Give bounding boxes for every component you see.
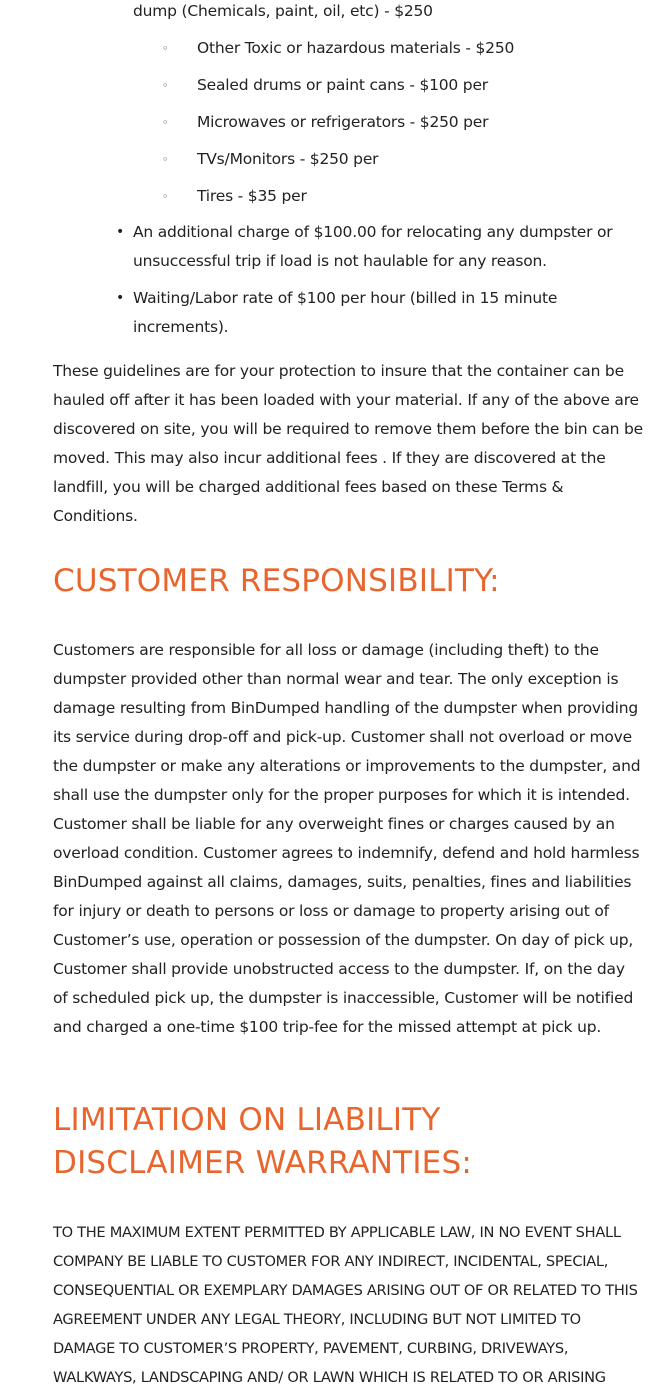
- list-item: [0, 108, 670, 145]
- list-item: [0, 34, 670, 71]
- list-item: [0, 218, 670, 276]
- hollow-bullet-icon: ◦: [162, 153, 169, 166]
- intro-item-continuation: dump (Chemicals, paint, oil, etc) - $250: [133, 2, 433, 20]
- fee-item-text: Waiting/Labor rate of $100 per hour (billed in 15 minute increments).: [133, 289, 558, 336]
- sub-item-text: Tires - $35 per: [197, 187, 307, 205]
- limitation-heading: LIMITATION ON LIABILITY DISCLAIMER WARRANTIES:: [53, 1102, 472, 1181]
- limitation-paragraph: TO THE MAXIMUM EXTENT PERMITTED BY APPLICABLE LAW, IN NO EVENT SHALL COMPANY BE LIABLE TO CUSTOMER FOR ANY INDIRECT, INCIDENTAL, SPECIAL, CONSEQUENTIAL OR EXEMPLARY DAMAGES ARISING OUT OF OR RELATED TO THIS AGREEMENT UNDER ANY LEGAL THEORY, INCLUDING BUT NOT LIMITED TO DAMAGE TO CUSTOMER’S PROPERTY, PAVEMENT, CURBING, DRIVEWAYS, WALKWAYS, LANDSCAPING AND/ OR LAWN WHICH IS RELATED TO OR ARISING: [53, 1224, 638, 1386]
- fee-item-text: An additional charge of $100.00 for relocating any dumpster or unsuccessful trip if load is not haulable for any reason.: [133, 223, 613, 270]
- hollow-bullet-icon: ◦: [162, 42, 169, 55]
- sub-item-text: TVs/Monitors - $250 per: [197, 150, 379, 168]
- list-item: [0, 145, 670, 182]
- hollow-bullet-icon: ◦: [162, 116, 169, 129]
- hollow-bullet-icon: ◦: [162, 190, 169, 203]
- guidelines-paragraph: These guidelines are for your protection to insure that the container can be hauled off after it has been loaded with your material. If any of the above are discovered on site, you will be required to remove them before the bin can be moved. This may also incur additional fees . If they are discovered at the landfill, you will be charged additional fees based on these Terms & Conditions.: [53, 362, 644, 525]
- customer-responsibility-paragraph: Customers are responsible for all loss or damage (including theft) to the dumpster provided other than normal wear and tear. The only exception is damage resulting from BinDumped handling of the dumpster when providing its service during drop-off and pick-up. Customer shall not overload or move the dumpster or make any alterations or improvements to the dumpster, and shall use the dumpster only for the proper purposes for which it is intended. Customer shall be liable for any overweight fines or charges caused by an overload condition. Customer agrees to indemnify, defend and hold harmless BinDumped against all claims, damages, suits, penalties, fines and liabilities for injury or death to persons or loss or damage to property arising out of Customer’s use, operation or possession of the dumpster. On day of pick up, Customer shall provide unobstructed access to the dumpster. If, on the day of scheduled pick up, the dumpster is inaccessible, Customer will be notified and charged a one-time $100 trip-fee for the missed attempt at pick up.: [53, 641, 641, 1036]
- hazardous-sub-list: [0, 34, 670, 219]
- customer-responsibility-heading: CUSTOMER RESPONSIBILITY:: [53, 563, 500, 599]
- list-item: [0, 284, 670, 342]
- list-item: [0, 71, 670, 108]
- bullet-icon: •: [116, 290, 125, 306]
- hollow-bullet-icon: ◦: [162, 79, 169, 92]
- sub-item-text: Sealed drums or paint cans - $100 per: [197, 76, 488, 94]
- sub-item-text: Other Toxic or hazardous materials - $250: [197, 39, 515, 57]
- bullet-icon: •: [116, 224, 125, 240]
- sub-item-text: Microwaves or refrigerators - $250 per: [197, 113, 489, 131]
- list-item: [0, 182, 670, 219]
- fees-list: [0, 218, 670, 350]
